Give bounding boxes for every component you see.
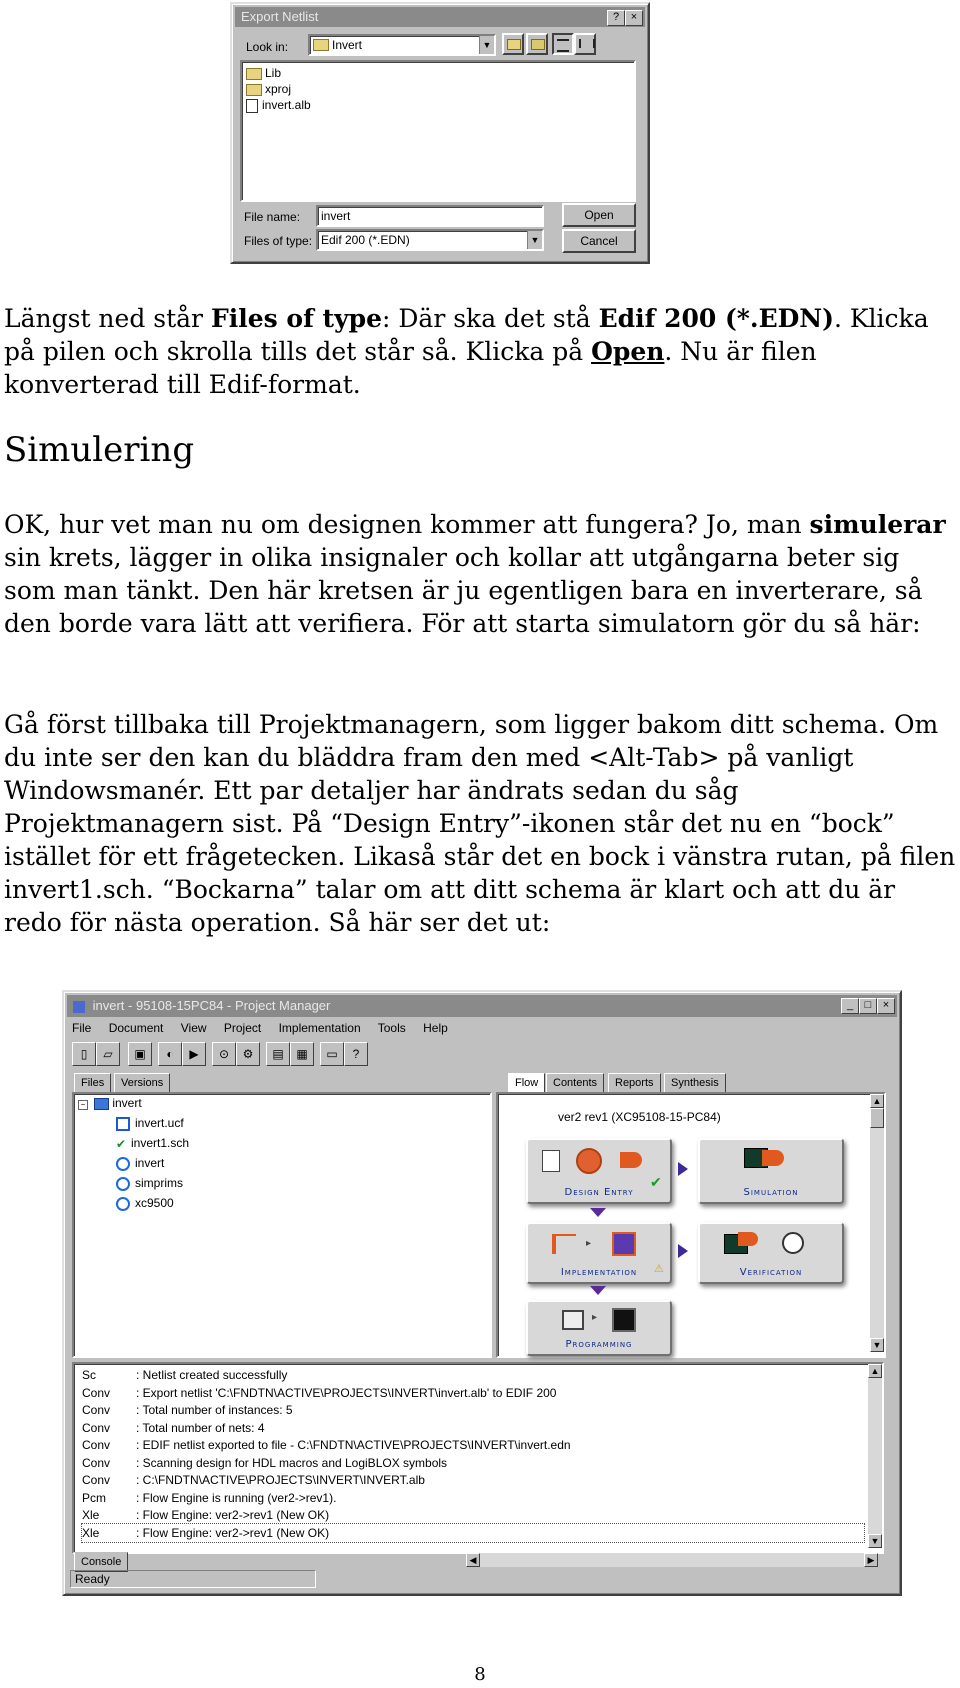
console-message: : Scanning design for HDL macros and LogiBLOX symbols <box>136 1455 448 1470</box>
arrow-right-icon <box>678 1244 688 1258</box>
document-icon <box>542 1150 560 1172</box>
arrow-icon: ▸ <box>592 1312 598 1323</box>
console-message: : Flow Engine: ver2->rev1 (New OK) <box>136 1525 330 1540</box>
console-row <box>82 1436 571 1454</box>
console-message: : C:\FNDTN\ACTIVE\PROJECTS\INVERT\INVERT.alb <box>136 1473 425 1487</box>
console-source: Conv <box>82 1403 111 1417</box>
checked-schematic-icon: ✔ <box>116 1136 127 1151</box>
tree-item-sch[interactable]: ✔ invert1.sch <box>116 1136 190 1151</box>
stop-icon[interactable]: ⊙ <box>212 1042 236 1066</box>
compare-icon[interactable]: ◐ <box>158 1042 182 1066</box>
console-source: Pcm <box>82 1490 106 1505</box>
tab-versions[interactable]: Versions <box>114 1073 170 1093</box>
tree-item-xc9500[interactable]: xc9500 <box>116 1196 174 1211</box>
paragraph-projektmanager: Gå först tillbaka till Projektmanagern, som ligger bakom ditt schema. Om du inte ser den kan du bläddra fram den med <Alt-Tab> på vanligt Windowsmanér. Ett par detaljer har ändrats sedan du såg Projektmanagern sist. På “Design Entry”-ikonen står det nu en “bock” istället för ett frågetecken. Likaså står det en bock i vänstra rutan, på filen invert1.sch. “Bockarna” talar om att ditt schema är klart och att du är redo för nästa operation. Så här ser det ut: <box>4 710 956 937</box>
text-run: . Nu är filen konverterad till Edif-format. <box>4 337 817 399</box>
chip-icon <box>612 1232 636 1256</box>
netlist-icon <box>552 1234 576 1254</box>
design-entry-button[interactable] <box>526 1138 672 1204</box>
horizontal-scrollbar[interactable] <box>466 1553 878 1567</box>
gate-icon <box>620 1152 642 1168</box>
scroll-thumb[interactable] <box>870 1108 884 1128</box>
arrow-right-icon <box>678 1162 688 1176</box>
dialog-title: Export Netlist <box>241 9 319 24</box>
tree-item-simprims[interactable]: simprims <box>116 1176 183 1191</box>
list-view-icon[interactable] <box>552 33 574 55</box>
filetype-value: Edif 200 (*.EDN) <box>321 233 410 247</box>
library-icon <box>116 1157 130 1171</box>
console-row <box>82 1471 425 1489</box>
gate-icon <box>762 1150 784 1166</box>
close-button[interactable]: × <box>877 998 895 1014</box>
report-icon[interactable]: ▦ <box>290 1042 314 1066</box>
tab-flow[interactable]: Flow <box>508 1073 545 1093</box>
open-icon[interactable]: ▱ <box>96 1042 120 1066</box>
fsm-icon <box>576 1148 602 1174</box>
check-icon: ✔ <box>650 1174 662 1190</box>
scroll-right-icon[interactable]: ▶ <box>864 1553 878 1567</box>
filetype-label: Files of type: <box>244 234 313 248</box>
filename-label: File name: <box>244 210 301 224</box>
up-folder-icon[interactable] <box>502 33 524 55</box>
menu-implementation[interactable]: Implementation <box>278 1021 361 1035</box>
tree-item-invert[interactable]: invert <box>116 1156 164 1171</box>
flow-panel <box>496 1092 886 1358</box>
console-source: Xle <box>82 1525 100 1540</box>
arrow-icon: ▸ <box>586 1238 592 1249</box>
lookin-label: Look in: <box>246 40 289 54</box>
file-row-xproj[interactable]: xproj <box>246 82 291 96</box>
library-icon <box>116 1177 130 1191</box>
maximize-button[interactable]: □ <box>859 998 877 1014</box>
console-source: Conv <box>82 1420 111 1435</box>
page-number: 8 <box>474 1664 486 1685</box>
menu-help[interactable]: Help <box>423 1021 448 1035</box>
text-run: Längst ned står <box>4 304 211 333</box>
section-heading: Simulering <box>4 430 195 470</box>
design-entry-label: Design Entry <box>564 1187 634 1198</box>
version-line: ver2 rev1 (XC95108-15-PC84) <box>558 1110 721 1124</box>
gate-icon <box>738 1232 758 1246</box>
tab-reports[interactable]: Reports <box>608 1073 661 1093</box>
filename-input[interactable] <box>316 205 544 227</box>
library-icon <box>116 1197 130 1211</box>
console-scrollbar[interactable] <box>868 1364 882 1548</box>
folder-icon <box>313 39 329 51</box>
scroll-down-icon[interactable]: ▼ <box>870 1338 884 1352</box>
document-icon[interactable]: ▭ <box>320 1042 344 1066</box>
folder-icon <box>94 1098 109 1110</box>
filetype-select[interactable] <box>316 229 544 251</box>
programming-button[interactable] <box>526 1300 672 1356</box>
scroll-down-icon[interactable]: ▼ <box>868 1534 882 1548</box>
console-source: Conv <box>82 1438 111 1452</box>
scroll-left-icon[interactable]: ◀ <box>466 1553 480 1567</box>
lookin-select[interactable] <box>308 34 496 56</box>
console-message: : Flow Engine: ver2->rev1 (New OK) <box>136 1508 330 1522</box>
console-row <box>82 1524 864 1542</box>
console-source: Conv <box>82 1473 111 1487</box>
programmer-icon <box>612 1308 636 1332</box>
tree-root[interactable]: − invert <box>78 1096 142 1110</box>
help-icon[interactable]: ? <box>344 1042 368 1066</box>
text-run: . Klicka på pilen och skrolla tills det står så. Klicka på <box>4 304 929 366</box>
run-icon[interactable]: ▶ <box>182 1042 206 1066</box>
text-run: : Där ska det stå <box>382 304 599 333</box>
new-folder-icon[interactable] <box>526 33 548 55</box>
console-message: : Netlist created successfully <box>136 1368 288 1382</box>
console-row <box>82 1366 287 1384</box>
details-view-icon[interactable] <box>574 33 596 55</box>
paragraph-simulering <box>4 508 956 640</box>
flow-scrollbar[interactable] <box>870 1094 884 1352</box>
menu-project[interactable]: Project <box>223 1021 262 1035</box>
folder-icon <box>246 68 262 80</box>
scroll-up-icon[interactable]: ▲ <box>868 1364 882 1378</box>
text-run: OK, hur vet man nu om designen kommer att fungera? Jo, man <box>4 510 810 539</box>
console-source: Sc <box>82 1368 97 1382</box>
options-icon[interactable]: ⚙ <box>236 1042 260 1066</box>
scroll-up-icon[interactable]: ▲ <box>870 1094 884 1108</box>
console-row <box>82 1489 336 1507</box>
bold-run: Edif 200 (*.EDN) <box>598 304 834 333</box>
console-row <box>82 1384 556 1402</box>
dialog-titlebar <box>235 7 645 27</box>
export-netlist-dialog <box>230 2 650 264</box>
console-panel <box>72 1362 884 1554</box>
help-button[interactable]: ? <box>607 10 625 26</box>
bold-run: Files of type <box>210 304 382 333</box>
save-icon[interactable]: ▣ <box>128 1042 152 1066</box>
console-source: Conv <box>82 1455 111 1470</box>
app-icon <box>73 1001 85 1013</box>
tab-synthesis[interactable]: Synthesis <box>664 1073 726 1093</box>
open-button[interactable]: Open <box>562 203 636 227</box>
file-icon <box>246 99 258 113</box>
lookin-value: Invert <box>332 38 363 52</box>
tab-console[interactable]: Console <box>74 1552 128 1572</box>
text-run: sin krets, lägger in olika insignaler och kollar att utgångarna beter sig som man tänkt. Den här kretsen är ju egentligen bara en inverterare, så den borde vara lätt att verifiera. För att starta simulatorn gör du så här: <box>4 543 923 638</box>
pm-title: invert - 95108-15PC84 - Project Manager <box>92 998 331 1013</box>
menu-document[interactable]: Document <box>108 1021 164 1035</box>
print-icon[interactable]: ▤ <box>266 1042 290 1066</box>
console-message: : Total number of nets: 4 <box>136 1420 265 1435</box>
warning-icon: ⚠ <box>654 1263 664 1275</box>
computer-icon <box>562 1310 584 1330</box>
menu-view[interactable]: View <box>180 1021 207 1035</box>
tree-item-ucf[interactable]: invert.ucf <box>116 1116 184 1131</box>
verification-label: Verification <box>739 1267 803 1278</box>
arrow-down-icon <box>590 1208 606 1217</box>
console-message: : EDIF netlist exported to file - C:\FNDTN\ACTIVE\PROJECTS\INVERT\invert.edn <box>136 1438 571 1452</box>
new-icon[interactable]: ▯ <box>72 1042 96 1066</box>
collapse-icon[interactable]: − <box>78 1100 88 1110</box>
console-row <box>82 1454 447 1472</box>
tab-contents[interactable]: Contents <box>546 1073 604 1093</box>
verification-button[interactable] <box>698 1222 844 1284</box>
project-manager-window <box>62 990 902 1596</box>
arrow-down-icon <box>590 1286 606 1295</box>
console-source: Xle <box>82 1508 100 1522</box>
bold-run: Open <box>591 337 665 366</box>
filename-value: invert <box>321 209 351 223</box>
implementation-label: Implementation <box>560 1267 638 1278</box>
implementation-button[interactable] <box>526 1222 672 1284</box>
menubar <box>72 1021 462 1035</box>
console-row <box>82 1419 265 1437</box>
file-row-invert-alb[interactable]: invert.alb <box>246 98 311 113</box>
bold-run: simulerar <box>809 510 946 539</box>
console-row <box>82 1506 329 1524</box>
tab-files[interactable]: Files <box>74 1073 111 1093</box>
status-bar: Ready <box>70 1570 316 1588</box>
file-icon <box>116 1117 130 1131</box>
pm-titlebar <box>67 995 897 1017</box>
simulation-label: Simulation <box>743 1187 799 1198</box>
paragraph-files-of-type <box>4 302 956 401</box>
simulation-button[interactable] <box>698 1138 844 1204</box>
chevron-down-icon[interactable]: ▼ <box>527 231 542 249</box>
programming-label: Programming <box>565 1339 633 1350</box>
timer-icon <box>782 1232 804 1254</box>
file-tree-panel <box>72 1092 492 1358</box>
chevron-down-icon[interactable]: ▼ <box>479 36 494 54</box>
folder-icon <box>246 84 262 96</box>
console-row <box>82 1401 293 1419</box>
menu-file[interactable]: File <box>72 1021 92 1035</box>
console-message: : Export netlist 'C:\FNDTN\ACTIVE\PROJECTS\INVERT\invert.alb' to EDIF 200 <box>136 1385 557 1400</box>
close-button[interactable]: × <box>625 10 643 26</box>
console-source: Conv <box>82 1385 111 1400</box>
console-message: : Flow Engine is running (ver2->rev1). <box>136 1490 337 1505</box>
menu-tools[interactable]: Tools <box>377 1021 406 1035</box>
minimize-button[interactable]: _ <box>841 998 859 1014</box>
console-message: : Total number of instances: 5 <box>136 1403 293 1417</box>
file-list[interactable] <box>240 60 636 202</box>
file-row-lib[interactable]: Lib <box>246 66 281 80</box>
cancel-button[interactable]: Cancel <box>562 229 636 253</box>
